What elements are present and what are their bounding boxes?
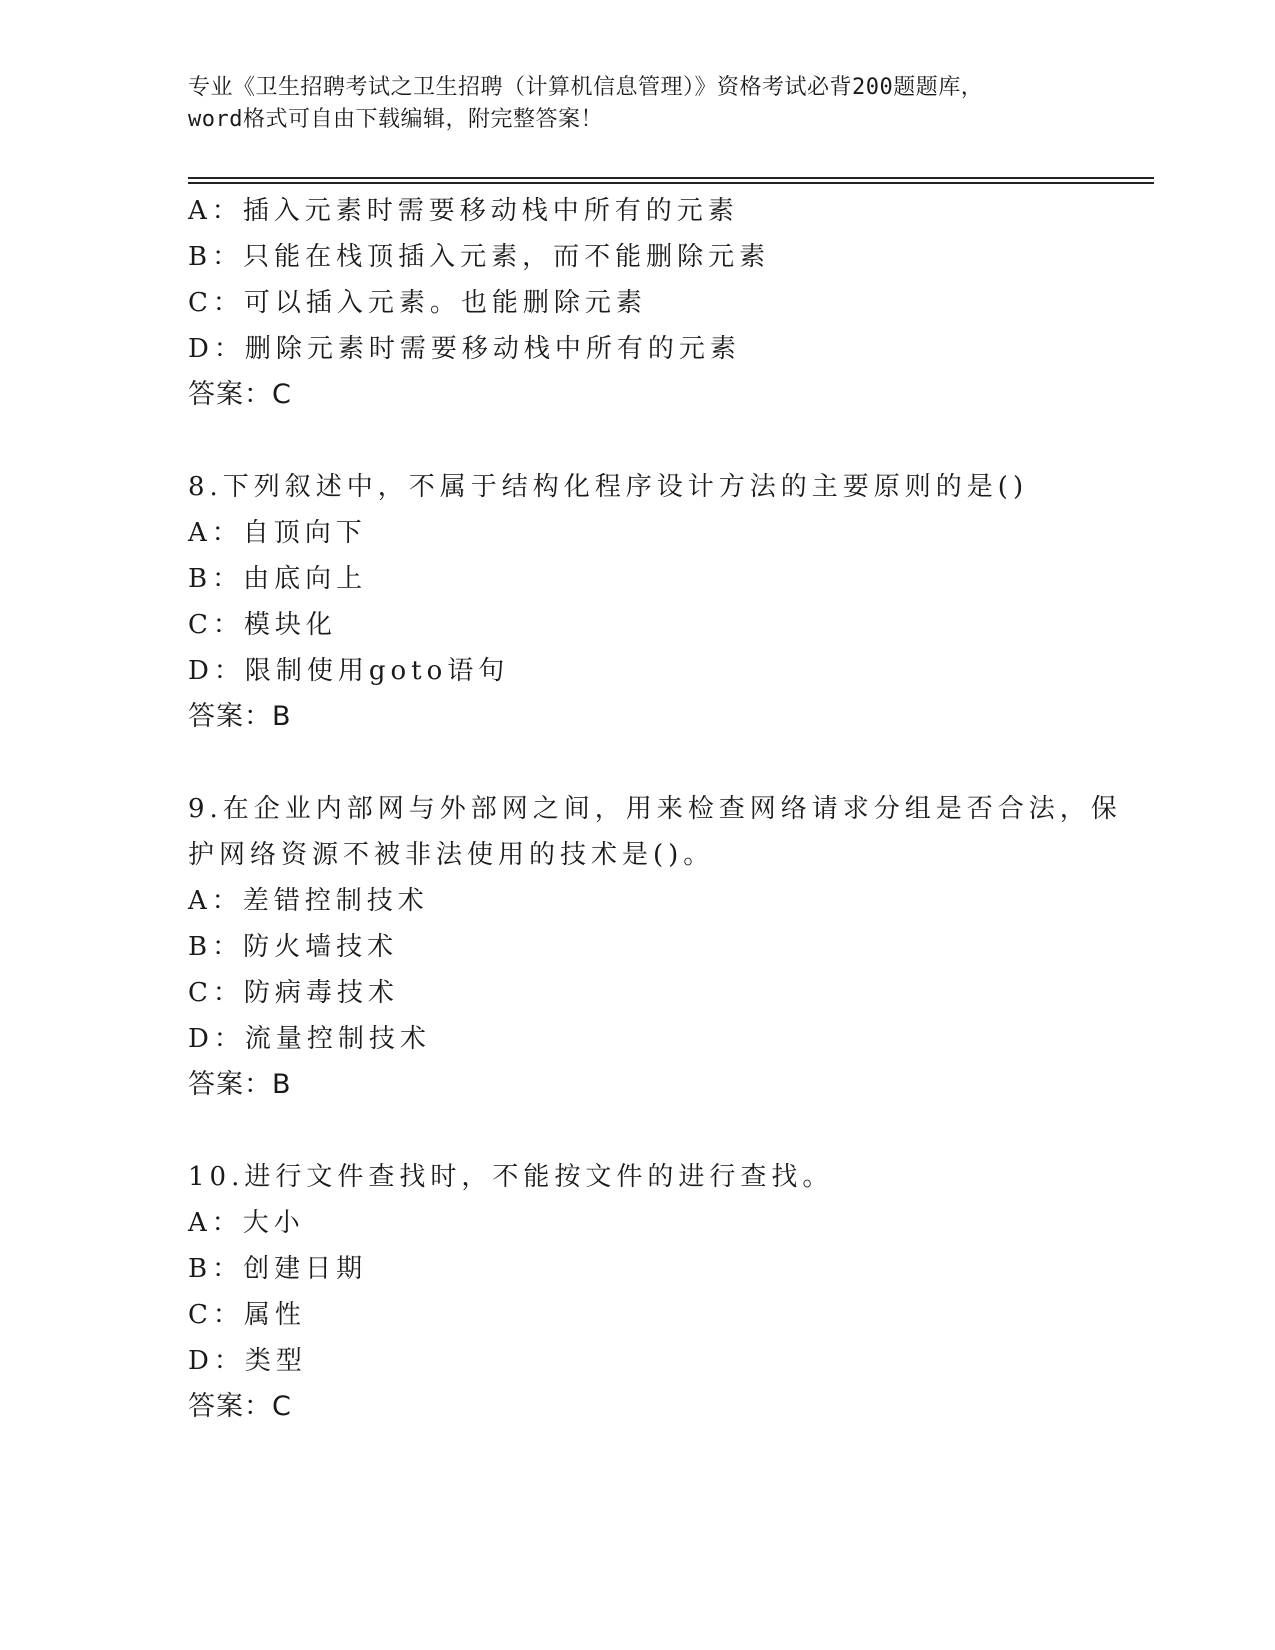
header-line-2: word格式可自由下载编辑，附完整答案！ xyxy=(188,107,603,132)
option-d: D：限制使用goto语句 xyxy=(188,656,510,686)
option-b: B：只能在栈顶插入元素，而不能删除元素 xyxy=(188,242,771,272)
option-b: B：由底向上 xyxy=(188,564,368,594)
question-block-9 xyxy=(188,786,1122,1108)
option-c: C：防病毒技术 xyxy=(188,978,399,1008)
question-block-10 xyxy=(188,1154,1088,1430)
answer-label: 答案：C xyxy=(188,1391,292,1422)
option-b: B：创建日期 xyxy=(188,1254,368,1284)
option-a: A：差错控制技术 xyxy=(188,886,429,916)
question-text-line-1: 9.在企业内部网与外部网之间，用来检查网络请求分组是否合法，保 xyxy=(188,794,1122,824)
question-list xyxy=(188,188,1122,1430)
answer-label: 答案：B xyxy=(188,1069,292,1100)
option-c: C：可以插入元素。也能删除元素 xyxy=(188,288,647,318)
block-spacer xyxy=(188,740,1088,786)
answer-label: 答案：B xyxy=(188,701,292,732)
option-c: C：属性 xyxy=(188,1300,306,1330)
option-a: A：大小 xyxy=(188,1208,305,1238)
block-spacer xyxy=(188,1108,1088,1154)
answer-label: 答案：C xyxy=(188,379,292,410)
option-d: D：流量控制技术 xyxy=(188,1024,431,1054)
option-d: D：删除元素时需要移动栈中所有的元素 xyxy=(188,334,741,364)
question-text: 8.下列叙述中，不属于结构化程序设计方法的主要原则的是() xyxy=(188,472,1029,502)
option-c: C：模块化 xyxy=(188,610,337,640)
option-a: A：插入元素时需要移动栈中所有的元素 xyxy=(188,196,739,226)
question-text-line-2: 护网络资源不被非法使用的技术是()。 xyxy=(188,840,715,870)
question-text: 10.进行文件查找时，不能按文件的进行查找。 xyxy=(188,1162,834,1192)
question-block-7 xyxy=(188,188,1088,418)
question-block-8 xyxy=(188,464,1088,740)
block-spacer xyxy=(188,418,1088,464)
option-a: A：自顶向下 xyxy=(188,518,367,548)
option-b: B：防火墙技术 xyxy=(188,932,399,962)
header-divider-top xyxy=(188,177,1154,179)
header-divider-bottom xyxy=(188,182,1154,184)
document-header xyxy=(188,72,1088,136)
option-d: D：类型 xyxy=(188,1346,307,1376)
header-line-1: 专业《卫生招聘考试之卫生招聘（计算机信息管理）》资格考试必背200题题库， xyxy=(188,75,984,100)
